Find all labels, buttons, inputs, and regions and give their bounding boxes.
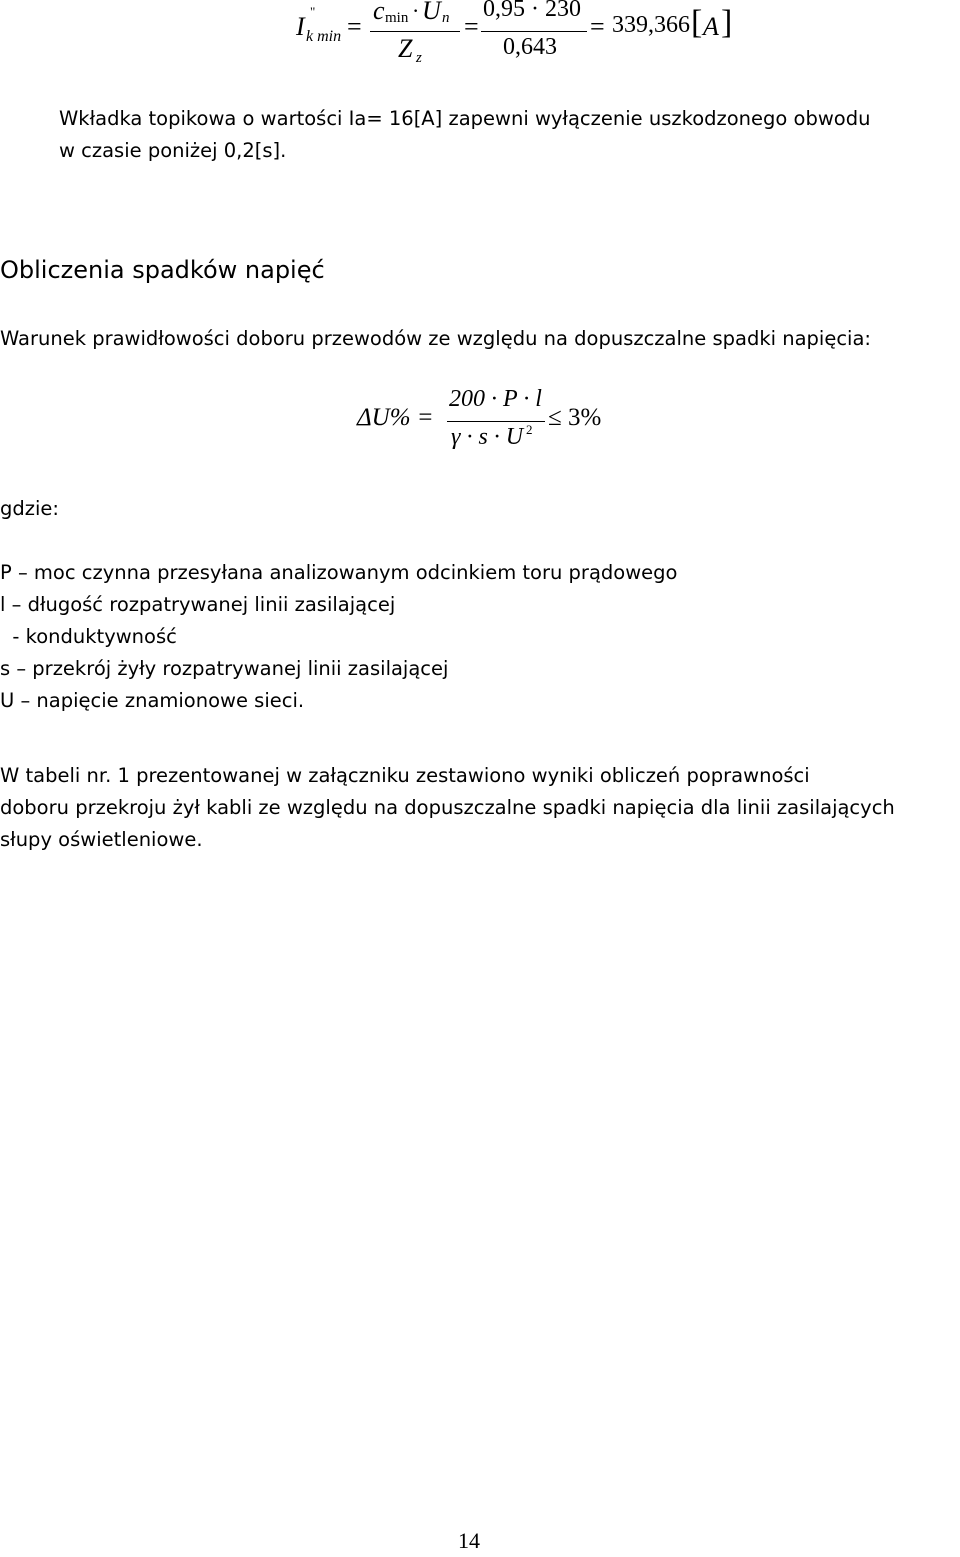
formula-unit-open: [ <box>691 4 703 41</box>
closing-line-3: słupy oświetleniowe. <box>0 828 203 851</box>
formula-lhs-sub: k min <box>306 28 342 45</box>
section-title: Obliczenia spadków napięć <box>0 256 325 284</box>
formula-equals-2: = <box>464 12 479 41</box>
formula2-rhs: ≤ 3% <box>548 404 602 431</box>
closing-line-2: doboru przekroju żył kabli ze względu na dopuszczalne spadki napięcia dla linii zasilających <box>0 796 895 819</box>
definition-item: U – napięcie znamionowe sieci. <box>0 689 305 712</box>
formula-den-z-sub: z <box>416 50 422 66</box>
definition-item: l – długość rozpatrywanej linii zasilającej <box>0 593 396 616</box>
formula2-lhs: ΔU% = <box>357 404 434 431</box>
formula-num-c: c <box>373 0 385 25</box>
fraction-bar-1 <box>370 31 460 32</box>
intro-line-2: w czasie poniżej 0,2[s]. <box>59 139 287 162</box>
definition-item: s – przekrój żyły rozpatrywanej linii zasilającej <box>0 657 449 680</box>
formula-den-value: 0,643 <box>503 34 557 60</box>
definition-item: - konduktywność <box>0 625 177 648</box>
fraction-bar-2 <box>481 31 587 32</box>
formula-den-z: Z <box>398 34 413 63</box>
formula-equals-1: = <box>347 12 362 41</box>
formula-unit: A <box>703 12 719 41</box>
closing-line-1: W tabeli nr. 1 prezentowanej w załączniku zestawiono wyniki obliczeń poprawności <box>0 764 810 787</box>
formula-lhs-super: " <box>310 4 316 19</box>
condition-text: Warunek prawidłowości doboru przewodów ze względu na dopuszczalne spadki napięcia: <box>0 327 871 350</box>
formula2-denominator: γ · s · U <box>451 424 524 450</box>
definition-item: P – moc czynna przesyłana analizowanym odcinkiem toru prądowego <box>0 561 678 584</box>
formula-lhs-symbol: I <box>296 12 305 41</box>
formula-equals-3: = <box>590 12 605 41</box>
page-number: 14 <box>458 1528 480 1553</box>
formula-num-values: 0,95 · 230 <box>483 0 581 22</box>
formula-unit-close: ] <box>721 4 733 41</box>
formula-result: 339,366 <box>612 12 690 38</box>
formula2-den-sup: 2 <box>526 422 533 437</box>
formula-num-u: U <box>422 0 441 25</box>
formula-num-dot: · <box>412 0 420 23</box>
where-label: gdzie: <box>0 497 59 520</box>
formula-num-u-sub: n <box>442 10 450 26</box>
intro-line-1: Wkładka topikowa o wartości Ia= 16[A] zapewni wyłączenie uszkodzonego obwodu <box>59 107 871 130</box>
formula-num-c-sub: min <box>385 10 409 26</box>
formula2-numerator: 200 · P · l <box>449 386 542 412</box>
